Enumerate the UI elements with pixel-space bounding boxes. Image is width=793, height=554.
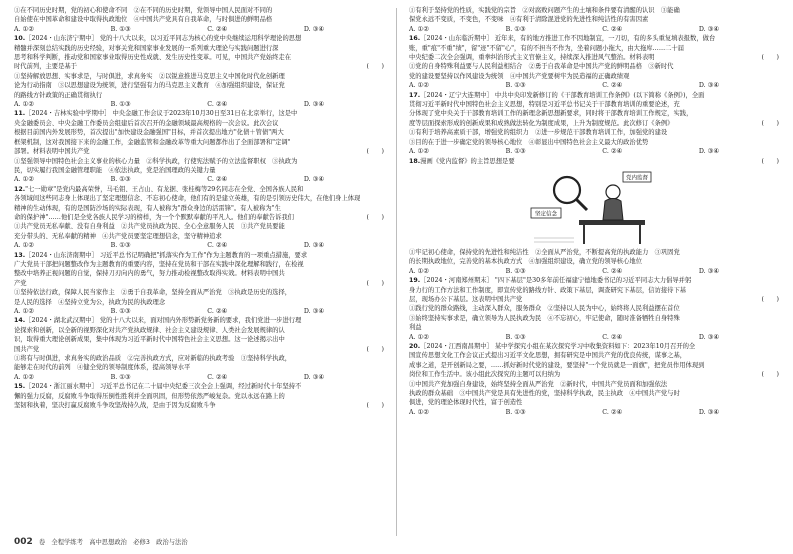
text-line: ①坚持依法行政，保障人民当家作主 ②勇于自我革命，坚持全面从严治党 ③执政是历史的选择， bbox=[14, 289, 292, 297]
option-b: B. ①③ bbox=[505, 25, 526, 33]
answer-options bbox=[14, 307, 384, 316]
text-line: 执政的群众基础 ③中国共产党是具有先进性的党，坚持科学执政，民主执政 ④中国共产党与时 bbox=[409, 390, 680, 397]
question-14 bbox=[14, 316, 384, 382]
option-a: A. ①② bbox=[14, 25, 34, 33]
text-line: 身力行的工作方法和工作制度，即宣传党的路线方针、政策下基层，调查研究下基层，信访接待下基 bbox=[409, 286, 687, 294]
question-10 bbox=[14, 34, 384, 109]
answer-options bbox=[409, 408, 779, 417]
text-line: 精髓并深刻总结实践的历史经验，对事关党和国家事业发展的一系列重大理论与实践问题进行深 bbox=[14, 44, 279, 52]
option-a: A. ①② bbox=[409, 267, 429, 275]
answer-paren: ( ) bbox=[761, 157, 779, 165]
text-line: 整改中培养正视问题的自觉，保持刀刃向内的勇气，努力推动检视整改取得实效。材料表明中国共 bbox=[14, 270, 285, 278]
text-line: 充分带头的、无私奉献的精神 ④共产党员要坚定理想信念，坚守精神追求 bbox=[14, 232, 222, 240]
option-d: D. ③④ bbox=[698, 148, 719, 156]
option-c: C. ②④ bbox=[207, 308, 228, 315]
question-17 bbox=[409, 91, 779, 157]
option-d: D. ③④ bbox=[303, 176, 324, 184]
cartoon-image bbox=[529, 168, 653, 246]
text-line: 利益 bbox=[409, 324, 422, 332]
answer-paren: ( ) bbox=[366, 279, 384, 287]
option-c: C. ②④ bbox=[602, 25, 623, 33]
text-line: 懈的强力反腐，反腐败斗争取得压倒性胜利并全面巩固，但形势依然严峻复杂。党以永远在路上的 bbox=[14, 392, 285, 400]
text-line: 民，切实履行我国金融管理职能 ④依法执政，党是治国理政的关键力量 bbox=[14, 166, 216, 174]
option-d: D. ③④ bbox=[303, 242, 324, 250]
question-number: 11. bbox=[14, 110, 26, 118]
option-d: D. ③④ bbox=[303, 373, 324, 381]
text-line: ①有利于坚持党的性质，实践党的宗旨 ②对腐败问题产生的土壤和条件要有清醒的认识 ③能确 bbox=[409, 7, 680, 14]
question-11 bbox=[14, 109, 384, 184]
option-d: D. ③④ bbox=[698, 267, 719, 275]
answer-options bbox=[409, 81, 779, 90]
question-title: 漫画《党内监督》的主旨思想是要 bbox=[420, 157, 515, 165]
answer-paren: ( ) bbox=[366, 63, 384, 71]
footer-text: 卷 全程学练考 高中思想政治 必修3 政治与法治 bbox=[38, 539, 188, 546]
answer-options bbox=[409, 267, 779, 276]
text-line: 岗位和工作生活中。该小组此次探究的主题可以归纳为 bbox=[409, 371, 561, 379]
answer-options bbox=[14, 25, 384, 34]
option-c: C. ②④ bbox=[207, 101, 228, 109]
text-line: 自始使在中国革命和建设中取得执政地位 ④中国共产党具有自我革命，与时俱进的鲜明品格 bbox=[14, 16, 273, 24]
text-line: ［2024・辽宁大连期中］ 中共中央印发新修订的《干部教育培训工作条例》(以下简称《条例》)，全面 bbox=[420, 91, 705, 99]
text-line: 思考和科学判断，推动党和国家事业取得历史性成就、发生历史性变革。可见，中国共产党始终走在 bbox=[14, 54, 292, 62]
text-line: 党的建设要坚持以作风建设为统领 ④中国共产党要树牢为民造福的正确政绩观 bbox=[409, 72, 630, 80]
option-d: D. ③④ bbox=[303, 308, 324, 315]
text-line: 能够走在时代的前列 ④健全党的领导制度体系，提高领导水平 bbox=[14, 364, 191, 372]
question-number: 14. bbox=[14, 317, 26, 325]
option-b: B. ①③ bbox=[110, 308, 131, 315]
text-line: ①践行党的群众路线，主动深入群众，服务群众 ②坚持以人民为中心，始终将人民利益摆在首位 bbox=[409, 305, 680, 313]
option-d: D. ③④ bbox=[698, 333, 719, 341]
question-13 bbox=[14, 251, 384, 317]
text-line: 精神的生动体现，有的是国防沙场的实际表现，有人被称为"群众身边的活雷锋"。有人被称为"生 bbox=[14, 204, 281, 212]
answer-options bbox=[14, 373, 384, 382]
option-a: A. ①② bbox=[14, 242, 34, 250]
text-line: 的长期执政地位，完善党的基本执政方式 ④加强组织建设，确立党的领导核心地位 bbox=[409, 258, 642, 266]
page-footer bbox=[14, 537, 188, 547]
option-a: A. ①② bbox=[14, 101, 34, 109]
cartoon-label: 党内监督 bbox=[625, 175, 649, 182]
option-d: D. ③④ bbox=[698, 25, 719, 33]
answer-paren: ( ) bbox=[366, 402, 384, 410]
question-18 bbox=[409, 157, 779, 277]
option-a: A. ①② bbox=[409, 25, 429, 33]
right-column bbox=[409, 6, 779, 417]
option-b: B. ①③ bbox=[110, 242, 131, 250]
option-a: A. ①② bbox=[14, 373, 34, 381]
option-d: D. ③④ bbox=[698, 408, 719, 416]
question-number: 19. bbox=[409, 277, 421, 285]
text-line: 分体现了党中央关于干部教育培训工作的新理念新思想新要求，同时将干部教育培训工作规定，实践， bbox=[409, 110, 693, 118]
text-line: 产党 bbox=[14, 279, 27, 287]
text-line: 框架机制，这对我国接下来的金融工作，金融监管和金融改革等重大问题都作出了全面部署和"定调" bbox=[14, 138, 291, 146]
text-line: ［2024・浙江丽水期中］ 习近平总书记在二十届中央纪委三次全会上强调，经过新时代十年坚持不 bbox=[25, 383, 302, 391]
cartoon-label: 坚定信念 bbox=[534, 211, 558, 218]
option-b: B. ①③ bbox=[505, 267, 526, 275]
option-a: A. ①② bbox=[14, 308, 34, 315]
text-line: "七一勋章"是党内最高荣誉，马毛钼、王占山、有龙据、张桂梅等29名同志在全党、全国各族人民和 bbox=[25, 185, 304, 193]
option-c: C. ②④ bbox=[602, 267, 623, 275]
text-line: ①坚持解放思想、实事求是，与时俱进，求真务实 ②以锐意推进马克思主义中国化时代化创新理 bbox=[14, 72, 285, 80]
answer-options bbox=[14, 241, 384, 250]
question-number: 18. bbox=[409, 157, 421, 165]
question-number: 12. bbox=[14, 185, 26, 193]
text-line: ①有利于培养高素质干部，增强党的组织力 ②进一步规范干部教育培训工作，加强党的建设 bbox=[409, 129, 668, 137]
answer-options bbox=[409, 333, 779, 342]
option-b: B. ①③ bbox=[505, 333, 526, 341]
text-line: ③目的在于进一步确定党的领导核心地位 ④彰显出中国特色社会主义最大的政治优势 bbox=[409, 138, 649, 146]
answer-paren: ( ) bbox=[761, 54, 779, 62]
text-line: 根据目前国内外发展形势，首次提出"加快建设金融强国"目标，并首次提出地方"化债＋管债"两大 bbox=[14, 129, 284, 137]
option-d: D. ③④ bbox=[303, 25, 324, 33]
text-line: 层，现场办公下基层。这表明中国共产党 bbox=[409, 295, 523, 303]
text-line: 时代前列，主要是基于 bbox=[14, 63, 77, 71]
question-number: 16. bbox=[409, 35, 421, 43]
question-16 bbox=[409, 34, 779, 90]
page-number: 002 bbox=[14, 537, 33, 547]
option-b: B. ①③ bbox=[110, 176, 131, 184]
text-line: ①坚强领导中国特色社会主义事业的核心力量 ②科学执政，行使宪法赋予的立法监督职权 ③执政为 bbox=[14, 157, 298, 165]
option-b: B. ①③ bbox=[505, 82, 526, 90]
option-a: A. ①② bbox=[409, 148, 429, 156]
text-line: ③始终坚持实事求是，确立领导为人民执政为民 ④不忘初心，牢记使命，随时准备牺牲自身特殊 bbox=[409, 314, 680, 322]
text-line: 识，取得重大理论创新成果，集中体现为习近平新时代中国特色社会主义思想。这一论述揭示出中 bbox=[14, 336, 285, 344]
column-divider bbox=[396, 8, 397, 536]
option-b: B. ①③ bbox=[110, 373, 131, 381]
question-19 bbox=[409, 276, 779, 342]
option-c: C. ②④ bbox=[602, 333, 623, 341]
text-line: ［2024・江西南昌期中］ 某中学探究小组在某次探究学习中收集资料如下：2023年10月召开的全 bbox=[420, 342, 696, 350]
text-line: 成事之道，是开创新局之要，……抓好新时代党的建设，要坚持"一个党员就是一面旗"，把党员作用体现到 bbox=[409, 361, 705, 369]
text-line: 广大党员干部把问题整改作为主题教育的重要内容，坚持在党员和干部在实践中深化理解和践行，在检视 bbox=[14, 260, 304, 268]
answer-options bbox=[409, 25, 779, 34]
text-line: 贯彻习近平新时代中国特色社会主义思想，特别是习近平总书记关于干部教育培训的重要论述，充 bbox=[409, 101, 680, 109]
option-c: C. ②④ bbox=[602, 82, 623, 90]
text-line: ［2024・河南郑州期末］ "四下基层"是30多年前任福建宁德地委书记的习近平同志大力倡导并躬 bbox=[420, 277, 692, 285]
answer-paren: ( ) bbox=[366, 148, 384, 156]
text-line: ①党的自身特殊利益要与人民利益相结合 ②勇于自我革命是中国共产党的鲜明品格 ③新时代 bbox=[409, 63, 674, 71]
option-c: C. ②④ bbox=[602, 148, 623, 156]
text-line: 命的保护神"……他们是全党各族人民学习的榜样，为一个个默默奉献的平凡人。他们的奉献告诉我们 bbox=[14, 213, 294, 221]
text-line: ①共产党员无私奉献、没有自身利益 ②共产党员执政为民、全心全意服务人民 ③共产党员要能 bbox=[14, 223, 285, 231]
option-a: A. ①② bbox=[409, 408, 429, 416]
text-line: 央金融委员会、中央金融工作委员会组建后首次召开的金融领域最高规格的一次会议。此次会议 bbox=[14, 119, 279, 127]
question-20 bbox=[409, 342, 779, 417]
question-number: 20. bbox=[409, 342, 421, 350]
text-line: 保党永远不变质，不变色，不变味 ④有利于清除混进党的先进性和纯洁性的有害因素 bbox=[409, 16, 649, 24]
text-line: 的路线方针政策的正确贯彻执行 bbox=[14, 91, 103, 99]
option-c: C. ②④ bbox=[207, 242, 228, 250]
text-line: 坚韧和执着，坚决打赢反腐败斗争攻坚战持久战，是由于因为反腐败斗争 bbox=[14, 402, 216, 410]
text-line: ［2024・山东济宁期中］ 党的十八大以来，以习近平同志为核心的党中央继续运用科学理论的思想 bbox=[25, 35, 302, 43]
text-line: 论为行动指南 ③以思想建设为统领，进行坚强有力的马克思主义教育 ④加强组织建设，保证党 bbox=[14, 82, 285, 90]
option-c: C. ②④ bbox=[602, 408, 623, 416]
text-line: ①将有与时俱进，求真务实的政治品质 ②完善执政方式，应对新临的执政考验 ③坚持科学执政， bbox=[14, 355, 292, 363]
text-line: 论探索和创新，以全新的视野深化对共产党执政规律、社会主义建设规律、人类社会发展规律的认 bbox=[14, 326, 285, 334]
text-line: 国宣传思想文化工作会议正式提出习近平文化思想，拥有研究是中国共产党的优良传统，谋事之基， bbox=[409, 352, 687, 360]
option-a: A. ①② bbox=[409, 82, 429, 90]
option-d: D. ③④ bbox=[303, 101, 324, 109]
text-line: ①在不同历史时期，党的初心和使命不同 ②在不同的历史时期，党领导中国人民面对不同的 bbox=[14, 7, 273, 14]
text-line: ［2024・山东济南期中］ 习近平总书记明确把"抓落实作为工作"作为主题教育的一项重点措施，要求 bbox=[25, 251, 308, 259]
answer-paren: ( ) bbox=[761, 295, 779, 303]
answer-paren: ( ) bbox=[761, 119, 779, 127]
option-c: C. ②④ bbox=[207, 373, 228, 381]
left-column bbox=[14, 6, 384, 410]
text-line: 部署。材料表明中国共产党 bbox=[14, 148, 90, 156]
text-line: 俱进，党的理论体现时代性，富于创造性 bbox=[409, 399, 523, 407]
cartoon-illustration bbox=[529, 168, 653, 246]
text-line: 账，重"痕"不重"绩"，留"迹"不留"心"，有的不担当不作为，坐着问题小拖大，由大拖库……二十届 bbox=[409, 44, 685, 52]
text-line: ①牢记初心使命，保持党的先进性和纯洁性 ②全面从严治党，不断提高党的执政能力 ③巩固党 bbox=[409, 248, 680, 256]
option-a: A. ①② bbox=[409, 333, 429, 341]
option-c: C. ②④ bbox=[207, 176, 228, 184]
question-number: 15. bbox=[14, 383, 26, 391]
answer-options bbox=[14, 175, 384, 184]
answer-paren: ( ) bbox=[761, 371, 779, 379]
answer-paren: ( ) bbox=[366, 345, 384, 353]
answer-paren: ( ) bbox=[366, 213, 384, 221]
text-line: 中央纪委二次全会强调，重拳纠治形式主义官僚主义，持续深入推进风气整治。材料表明 bbox=[409, 54, 655, 62]
question-15 bbox=[14, 382, 384, 410]
question-number: 17. bbox=[409, 91, 421, 99]
option-a: A. ①② bbox=[14, 176, 34, 184]
text-line: ［2024・湖北武汉期中］ 党的十八大以来，面对国内外形势新党务新的要求，我们党进一步进行理 bbox=[25, 317, 302, 325]
text-line: 是人民的选择 ④坚持立党为公，执政为民的执政理念 bbox=[14, 298, 166, 306]
option-d: D. ③④ bbox=[698, 82, 719, 90]
option-c: C. ②④ bbox=[207, 25, 228, 33]
option-b: B. ①③ bbox=[110, 101, 131, 109]
text-line: 国共产党 bbox=[14, 345, 40, 353]
option-b: B. ①③ bbox=[505, 408, 526, 416]
answer-options bbox=[409, 147, 779, 156]
question-number: 10. bbox=[14, 35, 26, 43]
text-line: ［2024・吉林实验中学期中］ 中央金融工作会议于2023年10月30日至31日在北京举行，这是中 bbox=[25, 110, 298, 118]
text-line: ［2024・山东临沂期中］ 近年来，有的地方推进工作不因地制宜，一刀切，有的多头重复填表报数，做台 bbox=[420, 35, 716, 43]
text-line: ①中国共产党加强自身建设，始终坚持全面从严治党 ②新时代，中国共产党员面和加强依法 bbox=[409, 380, 668, 388]
option-b: B. ①③ bbox=[110, 25, 131, 33]
text-line: 度等层面探索形成的创新成果和成熟做法转化为制度成果，上升为制度规范。此次修订《条例》 bbox=[409, 119, 674, 127]
text-line: 各领域间这些同志身上体现出了坚定理想信念、不忘初心使命，他们有的是建立英雄，有的是引领历史伟大，在他们身上体现 bbox=[14, 195, 361, 203]
question-12 bbox=[14, 185, 384, 251]
question-number: 13. bbox=[14, 251, 26, 259]
answer-options bbox=[14, 100, 384, 109]
option-b: B. ①③ bbox=[505, 148, 526, 156]
